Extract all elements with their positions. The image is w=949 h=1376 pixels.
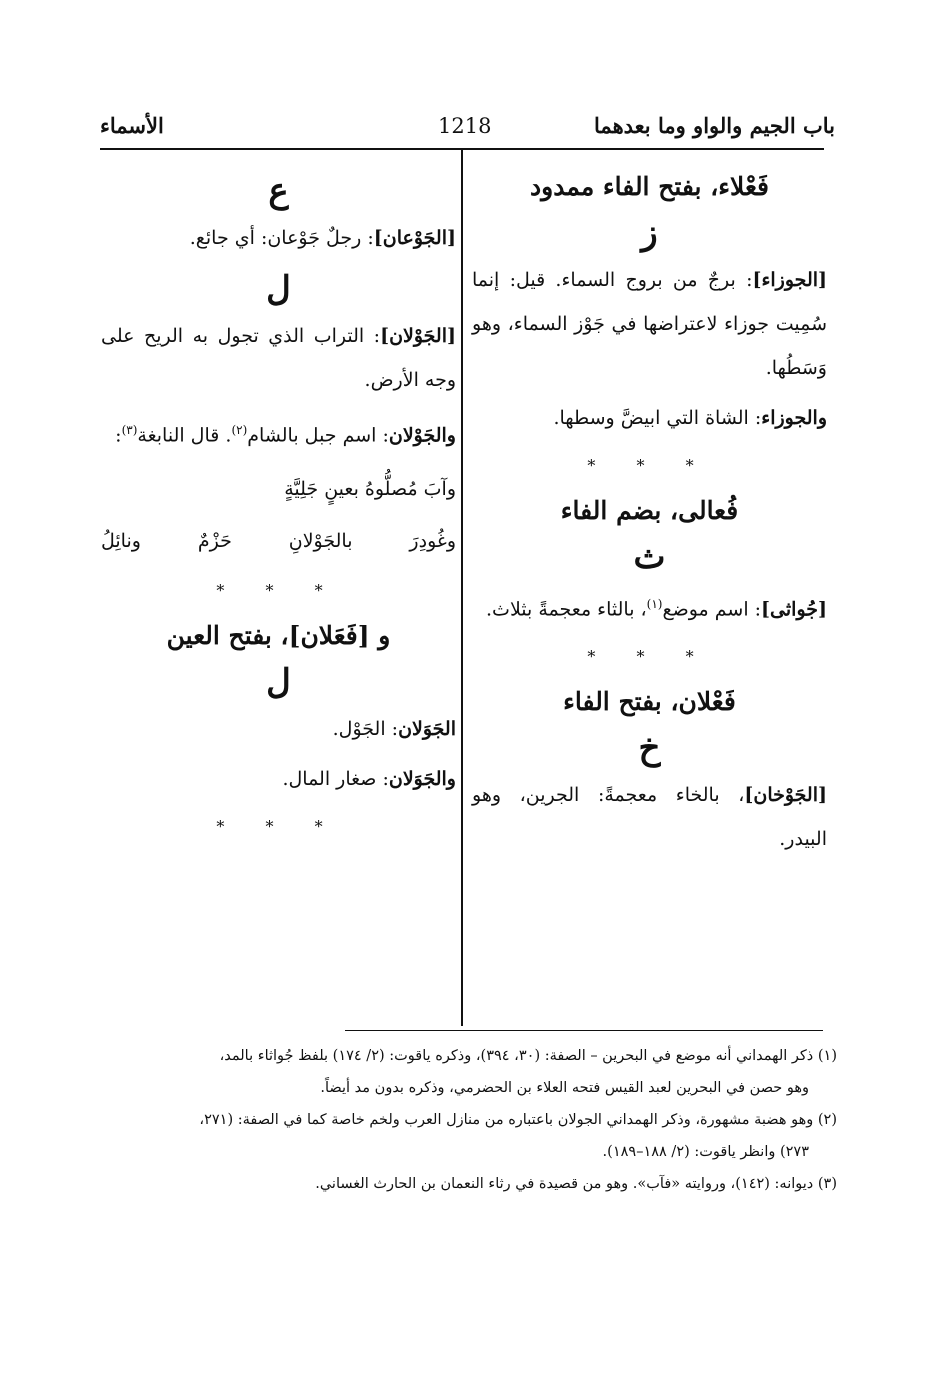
- entry-term: [جُواثى]: [761, 598, 827, 621]
- entry: [472, 582, 827, 631]
- entry-text: : الشاة التي ابيضَّ وسطها.: [553, 407, 762, 429]
- entry-text: : اسم جبل بالشام: [247, 424, 389, 447]
- entry: [101, 707, 456, 751]
- entry-text: : رجلٌ جَوْعان: أي جائع.: [189, 227, 374, 249]
- entry-term: [الجَوْلان]: [380, 325, 456, 347]
- entry-text: : برجٌ من بروج السماء. قيل: إنما سُمِيت جوزاء لاعتراضها في جَوْز السماء، وهو وَسَطُها.: [472, 269, 827, 379]
- footnote-continuation: وهو حصن في البحرين لعبد القيس فتحه العلاء بن الحضرمي، وذكره بدون مد أيضاً.: [320, 1080, 809, 1096]
- entry-text: . قال النابغة: [137, 424, 232, 447]
- footnote-ref: (٣): [121, 423, 138, 437]
- pattern-heading: فُعالى، بضم الفاء: [560, 496, 739, 525]
- footnote: (٣) ديوانه: (١٤٢)، وروايته «فآب». وهو من قصيدة في رثاء النعمان بن الحارث الغساني.: [315, 1176, 837, 1192]
- footnotes: [111, 1040, 837, 1200]
- entry: [101, 408, 456, 457]
- letter-heading: ز: [641, 213, 658, 253]
- entry-text: :: [115, 424, 122, 447]
- footnote-ref: (٢): [231, 423, 248, 437]
- chapter-title: باب الجيم والواو وما بعدهما: [594, 113, 835, 138]
- entry-term: والجوزاء: [761, 407, 827, 429]
- entry-text: ، بالثاء معجمةً بثلاث.: [486, 598, 647, 621]
- entry-term: والجَوَلان: [388, 768, 456, 791]
- right-column: [472, 166, 827, 867]
- entry-text: : صغار المال.: [282, 768, 389, 791]
- letter-heading: ع: [268, 171, 289, 211]
- verse-line: وغُودِرَ بالجَوْلانِ حَزْمٌ ونائِلُ: [101, 530, 456, 553]
- entry-term: الجَوَلان: [398, 718, 456, 741]
- footnote-continuation: ٢٧٣) وانظر ياقوت: (٢/ ١٨٨–١٨٩).: [602, 1144, 809, 1160]
- pattern-heading: فَعْلاء، بفتح الفاء ممدود: [530, 172, 769, 201]
- letter-heading: ل: [266, 269, 291, 309]
- entry: [472, 773, 827, 861]
- pattern-heading: فَعْلان، بفتح الفاء: [563, 687, 736, 717]
- letter-heading: ث: [633, 537, 666, 577]
- entry: [472, 258, 827, 390]
- section-separator: * * *: [216, 581, 341, 601]
- entry-term: [الجَوْعان]: [373, 227, 456, 249]
- letter-heading: خ: [638, 728, 661, 769]
- footnote-rule: [345, 1030, 823, 1031]
- left-column: [101, 166, 456, 851]
- letter-heading: ل: [266, 662, 291, 703]
- entry-text: : التراب الذي تجول به الريح على وجه الأرض.: [101, 325, 456, 391]
- footnote: (٢) وهو هضبة مشهورة، وذكر الهمداني الجولان باعتباره من منازل العرب ولخم خاصة كما في الصفة: (٢٧١،: [199, 1112, 837, 1128]
- entry-term: [الجوزاء]: [752, 269, 827, 291]
- footnote-ref: (١): [646, 597, 663, 611]
- entry: [472, 396, 827, 440]
- footnote: (١) ذكر الهمداني أنه موضع في البحرين – الصفة: (٣٠، ٣٩٤)، وذكره ياقوت: (٢/ ١٧٤) بلفظ جُواثاء بالمد،: [219, 1048, 837, 1064]
- section-title: الأسماء: [100, 113, 164, 138]
- entry: [101, 757, 456, 801]
- entry-text: ، بالخاء معجمةً: الجرين، وهو البيدر.: [472, 784, 827, 851]
- section-separator: * * *: [216, 817, 341, 837]
- section-separator: * * *: [587, 456, 712, 475]
- entry-term: [الجَوْخان]: [744, 784, 827, 807]
- entry-text: : الجَوْل.: [332, 718, 399, 741]
- pattern-heading: و [فَعَلان]، بفتح العين: [166, 621, 391, 651]
- section-separator: * * *: [587, 647, 712, 667]
- entry-term: والجَوْلان: [388, 424, 456, 447]
- entry: [101, 216, 456, 260]
- page-number: 1218: [438, 114, 492, 138]
- entry-text: : اسم موضع: [662, 598, 762, 621]
- column-divider: [461, 150, 463, 1026]
- entry: [101, 314, 456, 402]
- verse-line: وآبَ مُصلُّوهُ بعينٍ جَلِيَّةٍ: [284, 478, 456, 501]
